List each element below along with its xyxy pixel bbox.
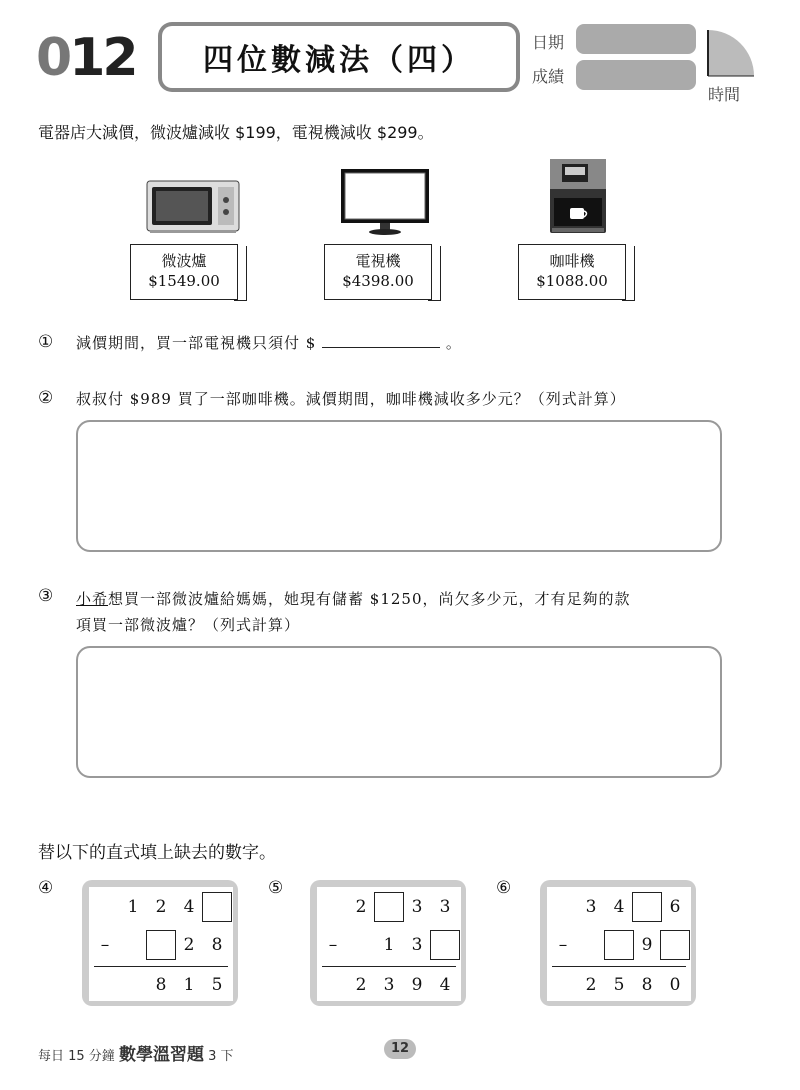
missing-digit-box[interactable] — [374, 892, 404, 922]
digit: 8 — [155, 975, 167, 995]
product-price: $1549.00 — [148, 272, 220, 290]
question-number: ② — [38, 388, 54, 408]
digit: 2 — [585, 975, 597, 995]
question-3-line1: 想買一部微波爐給媽媽，她現有儲蓄 $1250，尚欠多少元，才有足夠的款 — [108, 590, 631, 608]
answer-blank[interactable] — [322, 332, 440, 348]
question-1-end: 。 — [445, 334, 462, 352]
lesson-number — [36, 28, 136, 88]
minus-sign: – — [100, 935, 110, 955]
question-2-text: 叔叔付 $989 買了一部咖啡機。減價期間，咖啡機減收多少元？（列式計算） — [76, 390, 626, 408]
answer-box-q3[interactable] — [76, 646, 722, 778]
question-3 — [76, 586, 736, 638]
date-field[interactable] — [576, 24, 696, 54]
calc-number: ④ — [38, 878, 54, 898]
question-1-text: 減價期間，買一部電視機只須付 $ — [76, 334, 317, 352]
page-title: 四位數減法（四） — [203, 43, 475, 78]
sum-line — [322, 966, 456, 967]
product-name: 電視機 — [355, 252, 401, 270]
digit: 2 — [183, 935, 195, 955]
missing-digit-box[interactable] — [604, 930, 634, 960]
minus-sign: – — [558, 935, 568, 955]
digit: 3 — [411, 897, 423, 917]
lesson-number-digits: 12 — [69, 28, 136, 88]
calc-number: ⑥ — [496, 878, 512, 898]
product-price: $1088.00 — [536, 272, 608, 290]
product-tag-coffee-machine — [518, 244, 626, 300]
intro-text: 電器店大減價，微波爐減收 $199，電視機減收 $299。 — [38, 123, 434, 142]
timer-icon — [706, 28, 756, 78]
missing-digit-box[interactable] — [632, 892, 662, 922]
digit: 1 — [183, 975, 195, 995]
product-name: 微波爐 — [161, 252, 207, 270]
product-price: $4398.00 — [342, 272, 414, 290]
score-label: 成績 — [532, 67, 565, 86]
digit: 2 — [155, 897, 167, 917]
digit: 3 — [383, 975, 395, 995]
vertical-subtraction-6 — [540, 880, 696, 1006]
missing-digit-box[interactable] — [430, 930, 460, 960]
missing-digit-box[interactable] — [146, 930, 176, 960]
score-field[interactable] — [576, 60, 696, 90]
digit: 4 — [439, 975, 451, 995]
digit: 4 — [183, 897, 195, 917]
page-number: 12 — [384, 1039, 416, 1059]
time-label: 時間 — [708, 85, 741, 104]
product-tag-microwave — [130, 244, 238, 300]
person-name: 小希 — [76, 590, 109, 608]
digit: 8 — [641, 975, 653, 995]
section-title: 替以下的直式填上缺去的數字。 — [38, 843, 276, 863]
calc-number: ⑤ — [268, 878, 284, 898]
title-banner — [158, 22, 520, 92]
sum-line — [552, 966, 686, 967]
microwave-icon — [146, 180, 240, 234]
digit: 2 — [355, 897, 367, 917]
digit: 1 — [383, 935, 395, 955]
digit: 3 — [439, 897, 451, 917]
minus-sign: – — [328, 935, 338, 955]
vertical-subtraction-5 — [310, 880, 466, 1006]
digit: 2 — [355, 975, 367, 995]
digit: 5 — [613, 975, 625, 995]
question-number: ① — [38, 332, 54, 352]
question-number: ③ — [38, 586, 54, 606]
product-tag-tv — [324, 244, 432, 300]
digit: 3 — [585, 897, 597, 917]
date-label: 日期 — [532, 33, 565, 52]
answer-box-q2[interactable] — [76, 420, 722, 552]
tv-icon — [340, 168, 430, 236]
digit: 4 — [613, 897, 625, 917]
digit: 9 — [411, 975, 423, 995]
sum-line — [94, 966, 228, 967]
footer-book-info — [38, 1040, 234, 1065]
footer-prefix: 每日 15 分鐘 — [38, 1049, 115, 1064]
digit: 8 — [211, 935, 223, 955]
product-name: 咖啡機 — [549, 252, 595, 270]
footer-grade: 3 下 — [208, 1049, 234, 1064]
digit: 9 — [641, 935, 653, 955]
digit: 3 — [411, 935, 423, 955]
missing-digit-box[interactable] — [660, 930, 690, 960]
question-3-line2: 項買一部微波爐？（列式計算） — [76, 616, 301, 634]
question-1 — [76, 332, 462, 353]
footer-book-title: 數學溫習題 — [118, 1045, 204, 1065]
coffee-machine-icon — [548, 158, 608, 236]
digit: 0 — [669, 975, 681, 995]
digit: 6 — [669, 897, 681, 917]
missing-digit-box[interactable] — [202, 892, 232, 922]
digit: 1 — [127, 897, 139, 917]
lesson-number-prefix: 0 — [36, 28, 70, 88]
digit: 5 — [211, 975, 223, 995]
vertical-subtraction-4 — [82, 880, 238, 1006]
